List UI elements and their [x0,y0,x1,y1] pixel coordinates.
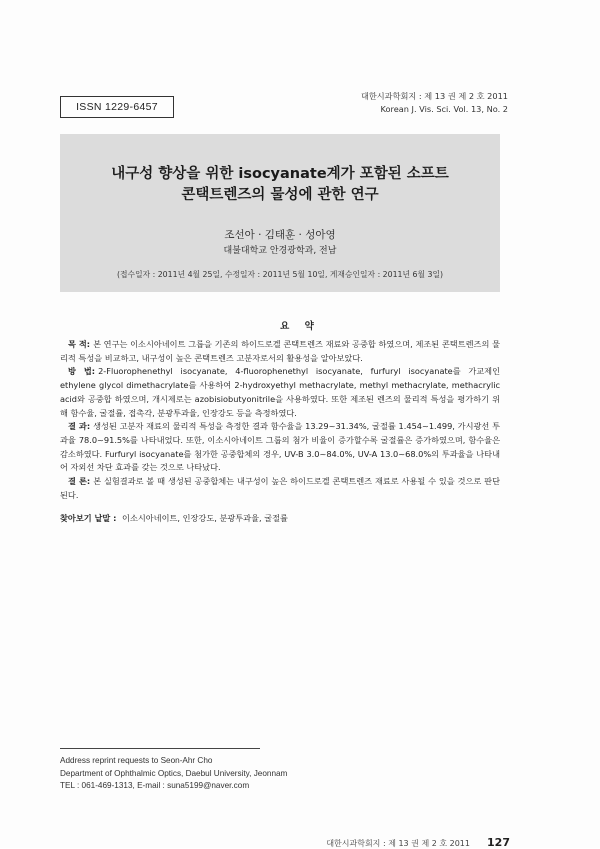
abstract [60,338,500,526]
keywords-label: 찾아보기 낱말 : [60,513,117,524]
method-text: 2-Fluorophenethyl isocyanate, 4-fluorophenethyl isocyanate, furfuryl isocyanate를 가교제인 ethylene glycol dimethacrylate를 사용하여 2-hydroxyethyl methacrylate, methyl methacrylate, methacrylic acid와 공중합 하였으며, 개시제로는 azobisiobutyonitrile을 사용하였다. 또한 제조된 렌즈의 물리적 특성을 평가하기 위해 함수율, 굴절률, 접촉각, 분광투과율, 인장강도 등을 측정하였다. [60,366,500,418]
journal-title-en: Korean J. Vis. Sci. Vol. 13, No. 2 [380,104,508,114]
keywords [60,512,500,526]
keywords-text: 이소시아네이트, 인장강도, 분광투과율, 굴절률 [122,513,288,524]
result-text: 생성된 고분자 재료의 물리적 특성을 측정한 결과 함수율을 13.29~31.34%, 굴절률 1.454~1.499, 가시광선 투과율 78.0~91.5%를 나타내었다. 또한, 이소시아네이트 그룹의 첨가 비율이 증가할수록 굴절률은 증가하였으며, 함수율은 감소하였다. Furfuryl isocyanate를 첨가한 공중합체의 경우, UV-B 3.0~84.0%, UV-A 13.0~68.0%의 투과율을 나타내어 자외선 차단 효과를 갖는 것으로 나타났다. [60,421,500,473]
method-label: 방 법: [68,366,96,377]
abstract-method [60,365,500,420]
purpose-label: 목 적: [68,339,91,349]
page-number: 127 [487,836,510,849]
footnote-rule [60,748,260,749]
abstract-conclusion [60,475,500,502]
abstract-result [60,420,500,475]
footnote-line1: Address reprint requests to Seon-Ahr Cho [60,756,213,765]
authors: 조선아 · 김태훈 · 성아영 [224,229,336,241]
title-panel [60,134,500,292]
abstract-heading: 요 약 [280,321,320,332]
conclusion-label: 결 론: [68,476,91,487]
purpose-text: 본 연구는 이소시아네이트 그룹을 기존의 하이드로겔 콘택트렌즈 재료와 공중합 하였으며, 제조된 콘택트렌즈의 물리적 특성을 비교하고, 내구성이 높은 콘택트렌즈 고분자로서의 활용성을 알아보았다. [60,339,500,363]
result-label: 결 과: [68,421,91,432]
paper-title-line2: 콘택트렌즈의 물성에 관한 연구 [181,187,379,203]
issn-box: ISSN 1229-6457 [60,96,174,118]
conclusion-text: 본 실험결과로 볼 때 생성된 공중합체는 내구성이 높은 하이드로겔 콘택트렌즈 재료로 사용될 수 있을 것으로 판단된다. [60,476,500,500]
journal-title-ko: 대한시과학회지 : 제 13 권 제 2 호 2011 [360,91,508,101]
journal-header [361,90,508,116]
footnote-line3: TEL : 061-469-1313, E-mail : suna5199@naver.com [60,781,250,790]
abstract-purpose [60,338,500,365]
affiliation: 대불대학교 안경광학과, 전남 [223,246,337,256]
paper-title-line1: 내구성 향상을 위한 isocyanate계가 포함된 소프트 [111,166,449,182]
footnote-line2: Department of Ophthalmic Optics, Daebul University, Jeonnam [60,768,288,778]
running-footer: 대한시과학회지 : 제 13 권 제 2 호 2011 [326,839,470,848]
footnote [60,755,287,793]
paper-title [60,164,500,206]
submission-dates: (접수일자 : 2011년 4월 25일, 수정일자 : 2011년 5월 10일, 게재승인일자 : 2011년 6월 3일) [116,270,444,279]
